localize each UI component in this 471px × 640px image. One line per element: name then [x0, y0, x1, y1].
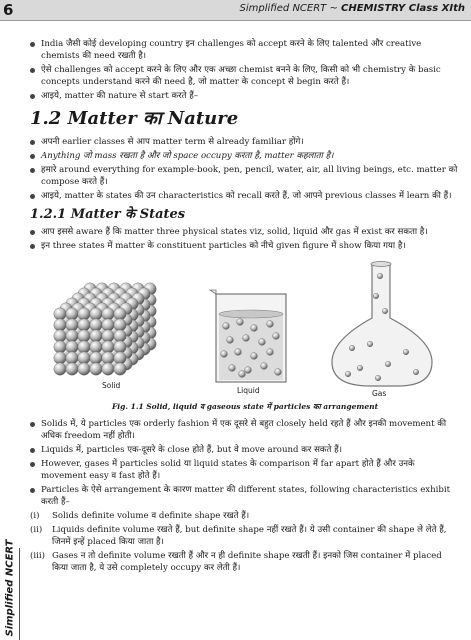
particle	[273, 333, 280, 340]
running-title: Simplified NCERT ~ CHEMISTRY Class XIth	[239, 3, 465, 14]
particle	[235, 349, 242, 356]
particle	[90, 341, 102, 353]
particle	[54, 330, 66, 342]
particle	[275, 369, 282, 376]
particle	[267, 321, 274, 328]
list-item: Liquids में, particles एक-दूसरे के close होते हैं, but वे move around कर सकते हैं।	[30, 444, 460, 456]
particle	[261, 363, 268, 370]
characteristic-item: (iii) Gases न तो definite volume रखती हैं और न ही definite shape रखती हैं। इनको जिस container में placed किया जाता है, ये उसे completely occupy कर लेती हैं।	[30, 551, 442, 573]
list-item: अपनी earlier classes से आप matter term से already familiar होंगे।	[30, 136, 460, 148]
list-item: ऐसे challenges को accept करने के लिए और एक अच्छा chemist बनने के लिए, किसी को भी chemistry के basic concepts understand करने की need है, जो matter के concept से begin करते हैं।	[30, 64, 460, 88]
list-item: Solids में, ये particles एक orderly fashion में एक दूसरे से बहुत closely held रहते हैं और इनकी movement की अधिक freedom नहीं होती।	[30, 418, 460, 442]
particle	[66, 308, 78, 320]
particle	[377, 273, 383, 279]
particle	[102, 363, 114, 375]
particle	[413, 369, 419, 375]
particle	[78, 363, 90, 375]
list-item: आप इससे aware हैं कि matter three physical states viz, solid, liquid और gas में exist कर सकता है।	[30, 226, 460, 238]
states-illustration	[30, 256, 460, 396]
particle	[54, 341, 66, 353]
particle	[223, 323, 230, 330]
states-list	[30, 418, 460, 508]
particle	[102, 319, 114, 331]
solid-label: Solid	[102, 381, 121, 390]
intro-list	[30, 38, 460, 102]
particle	[54, 319, 66, 331]
list-item: आइये, matter के states की उन characteristics को recall करते हैं, जो आपने previous classes में learn की हैं।	[30, 190, 460, 202]
particle	[367, 341, 373, 347]
characteristic-item: (i) Solids definite volume व definite shape रखते हैं।	[30, 511, 250, 521]
particle	[54, 308, 66, 320]
states-figure	[30, 256, 460, 401]
particle	[229, 365, 236, 372]
particle	[114, 341, 126, 353]
particle	[227, 337, 234, 344]
particle	[114, 319, 126, 331]
characteristics-list	[30, 510, 460, 574]
particle	[251, 325, 258, 332]
particle	[382, 308, 388, 314]
gas-label: Gas	[372, 389, 387, 398]
particle	[66, 330, 78, 342]
particle	[102, 341, 114, 353]
particle	[90, 352, 102, 364]
side-tab-label: Simplified NCERT	[4, 539, 16, 637]
list-item: हमारे around everything for example-book, pen, pencil, water, air, all living beings, etc. matter को compose करते हैं।	[30, 164, 460, 188]
particle	[357, 365, 363, 371]
list-item: Particles के ऐसे arrangement के कारण matter की different states, following characteristics exhibit करती हैं–	[30, 484, 460, 508]
liquid-label: Liquid	[237, 386, 260, 395]
particle	[221, 351, 228, 358]
particle	[66, 363, 78, 375]
particle	[259, 339, 266, 346]
list-item: इन three states में matter के constituent particles को नीचे given figure में show किया गया है।	[30, 240, 460, 252]
side-tab-rule	[19, 548, 20, 640]
particle	[54, 352, 66, 364]
list-item: आइये, matter की nature से start करते हैं–	[30, 90, 460, 102]
particle	[90, 319, 102, 331]
particle	[66, 352, 78, 364]
particle	[102, 352, 114, 364]
subsection-heading: 1.2.1 Matter के States	[30, 207, 186, 222]
particle	[102, 330, 114, 342]
running-header	[0, 0, 471, 21]
section-heading: 1.2 Matter का Nature	[30, 108, 239, 129]
particle	[90, 363, 102, 375]
list-item: However, gases में particles solid या liquid states के comparison में far apart होते हैं और उनके movement easy व fast होते हैं।	[30, 458, 460, 482]
particle	[78, 308, 90, 320]
particle	[239, 371, 246, 378]
particle	[114, 330, 126, 342]
characteristic-item: (ii) Liquids definite volume रखते हैं, but definite shape नहीं रखते हैं। ये उसी container की shape ले लेते हैं, जिनमें इन्हें placed किया जाता है।	[30, 525, 447, 547]
page-content	[30, 38, 460, 576]
solid-lattice	[54, 283, 156, 375]
list-item: Anything जो mass रखता है और जो space occupy करता है, matter कहलाता है।	[30, 150, 460, 162]
particle	[251, 353, 258, 360]
particle	[66, 319, 78, 331]
side-tab	[0, 539, 18, 640]
particle	[102, 308, 114, 320]
particle	[90, 330, 102, 342]
particle	[385, 361, 391, 367]
particle	[78, 330, 90, 342]
particle	[78, 319, 90, 331]
particle	[66, 341, 78, 353]
particle	[345, 371, 351, 377]
particle	[349, 345, 355, 351]
particle	[373, 293, 379, 299]
particle	[90, 308, 102, 320]
particle	[114, 352, 126, 364]
figure-caption: Fig. 1.1 Solid, liquid व gaseous state में particles का arrangement	[111, 402, 379, 411]
list-item: India जैसी कोई developing country इन challenges को accept करने के लिए talented और creative chemists की need रखती है।	[30, 38, 460, 62]
particle	[237, 319, 244, 326]
liquid-beaker	[210, 290, 286, 382]
particle	[114, 308, 126, 320]
particle	[114, 363, 126, 375]
particle	[243, 335, 250, 342]
particle	[267, 349, 274, 356]
particle	[78, 352, 90, 364]
particle	[78, 341, 90, 353]
page-number: 6	[3, 1, 14, 19]
gas-flask	[332, 262, 432, 387]
particle	[375, 375, 381, 381]
particle	[403, 349, 409, 355]
section-list	[30, 136, 460, 202]
subsection-list	[30, 226, 460, 252]
particle	[245, 367, 252, 374]
particle	[54, 363, 66, 375]
